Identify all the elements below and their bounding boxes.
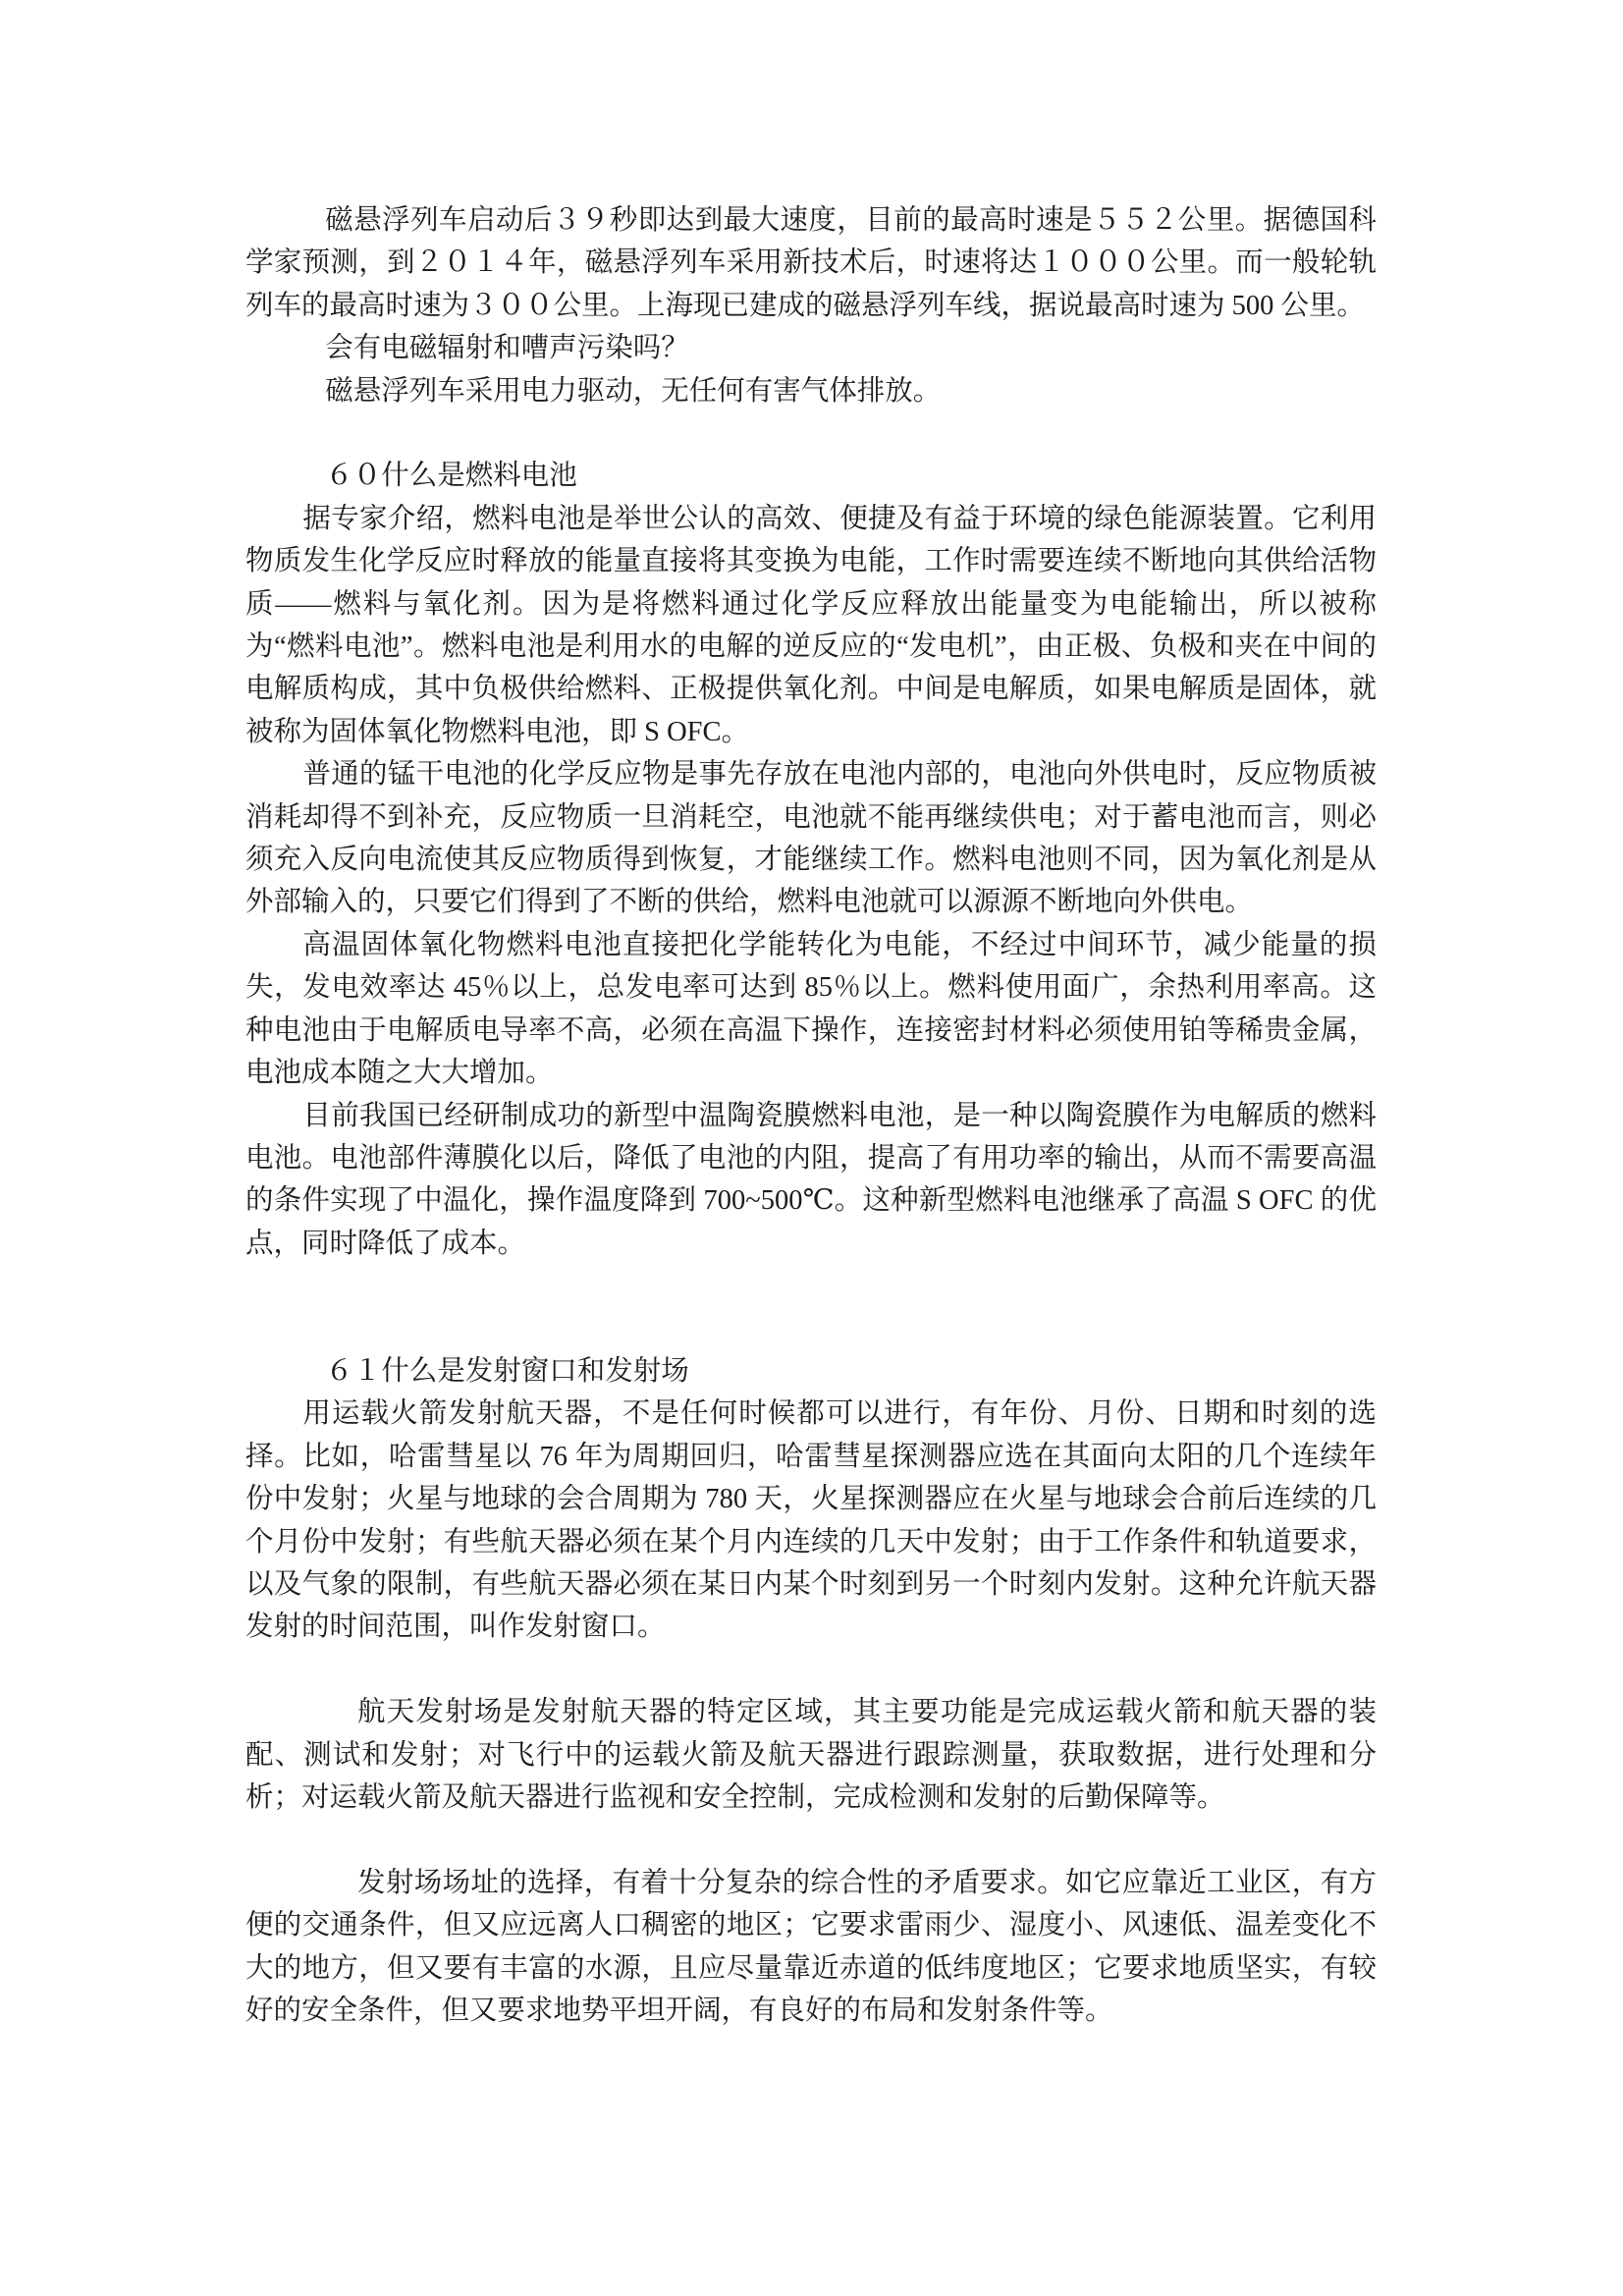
paragraph-ceramic-membrane: 目前我国已经研制成功的新型中温陶瓷膜燃料电池，是一种以陶瓷膜作为电解质的燃料电池。电池部件薄膜化以后，降低了电池的内阻，提高了有用功率的输出，从而不需要高温的条件实现了中温化，操作温度降到 700~500℃。这种新型燃料电池继承了高温 S OFC 的优点，同时降低了成本。 (245, 1100, 1377, 1259)
heading-section-61-launch-window: ６１什么是发射窗口和发射场 (325, 1355, 689, 1387)
paragraph-maglev-speed: 磁悬浮列车启动后３９秒即达到最大速度，目前的最高时速是５５２公里。据德国科学家预测，到２０１４年，磁悬浮列车采用新技术后，时速将达１０００公里。而一般轮轨列车的最高时速为３００公里。上海现已建成的磁悬浮列车线，据说最高时速为 500 公里。 (245, 205, 1377, 321)
paragraph-fuel-cell-intro: 据专家介绍，燃料电池是举世公认的高效、便捷及有益于环境的绿色能源装置。它利用物质发生化学反应时释放的能量直接将其变换为电能，工作时需要连续不断地向其供给活物质——燃料与氧化剂。因为是将燃料通过化学反应释放出能量变为电能输出，所以被称为“燃料电池”。燃料电池是利用水的电解的逆反应的“发电机”，由正极、负极和夹在中间的电解质构成，其中负极供给燃料、正极提供氧化剂。中间是电解质，如果电解质是固体，就被称为固体氧化物燃料电池，即 S OFC。 (245, 503, 1377, 747)
paragraph-high-temp-sofc: 高温固体氧化物燃料电池直接把化学能转化为电能，不经过中间环节，减少能量的损失，发电效率达 45％以上，总发电率可达到 85％以上。燃料使用面广，余热利用率高。这种电池由于电解质电导率不高，必须在高温下操作，连接密封材料必须使用铂等稀贵金属，电池成本随之大大增加。 (245, 929, 1377, 1089)
paragraph-emission-question: 会有电磁辐射和嘈声污染吗？ (325, 333, 689, 364)
blank-line (245, 1265, 1377, 1350)
paragraph-emission-answer: 磁悬浮列车采用电力驱动，无任何有害气体排放。 (325, 375, 942, 407)
paragraph-launch-window: 用运载火箭发射航天器，不是任何时候都可以进行，有年份、月份、日期和时刻的选择。比如，哈雷彗星以 76 年为周期回归，哈雷彗星探测器应选在其面向太阳的几个连续年份中发射；火星与地球的会合周期为 780 天，火星探测器应在火星与地球会合前后连续的几个月份中发射；有些航天器必须在某个月内连续的几天中发射；由于工作条件和轨道要求，以及气象的限制，有些航天器必须在某日内某个时刻到另一个时刻内发射。这种允许航天器发射的时间范围，叫作发射窗口。 (245, 1398, 1377, 1643)
paragraph-launch-site-function: 航天发射场是发射航天器的特定区域，其主要功能是完成运载火箭和航天器的装配、测试和发射；对飞行中的运载火箭及航天器进行跟踪测量，获取数据，进行处理和分析；对运载火箭及航天器进行监视和安全控制，完成检测和发射的后勤保障等。 (245, 1697, 1377, 1813)
blank-line (245, 412, 1377, 455)
blank-line (245, 1649, 1377, 1691)
heading-section-60-fuel-cell: ６０什么是燃料电池 (325, 461, 577, 492)
paragraph-battery-comparison: 普通的锰干电池的化学反应物是事先存放在电池内部的，电池向外供电时，反应物质被消耗却得不到补充，反应物质一旦消耗空，电池就不能再继续供电；对于蓄电池而言，则必须充入反向电流使其反应物质得到恢复，才能继续工作。燃料电池则不同，因为氧化剂是从外部输入的，只要它们得到了不断的供给，燃料电池就可以源源不断地向外供电。 (245, 759, 1377, 918)
blank-line (245, 1819, 1377, 1861)
paragraph-launch-site-selection: 发射场场址的选择，有着十分复杂的综合性的矛盾要求。如它应靠近工业区，有方便的交通条件，但又应远离人口稠密的地区；它要求雷雨少、湿度小、风速低、温差变化不大的地方，但又要有丰富的水源，且应尽量靠近赤道的低纬度地区；它要求地质坚实，有较好的安全条件，但又要求地势平坦开阔，有良好的布局和发射条件等。 (245, 1867, 1377, 2026)
document-body (245, 199, 1377, 2032)
